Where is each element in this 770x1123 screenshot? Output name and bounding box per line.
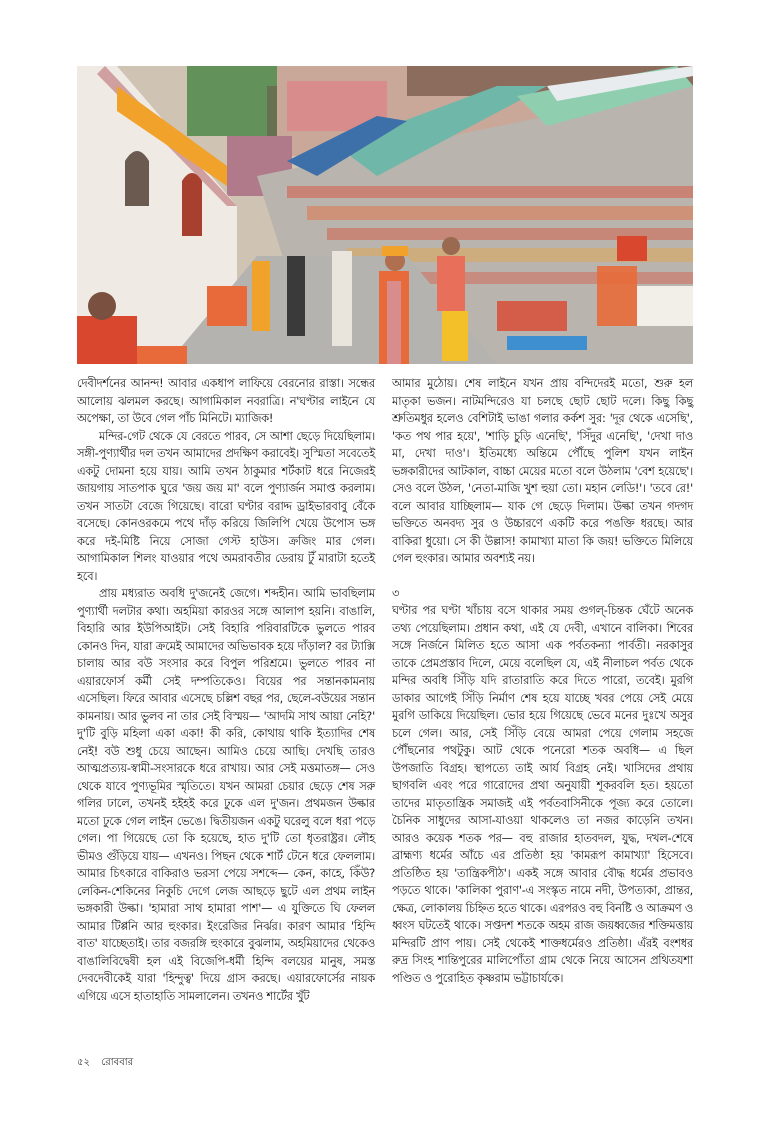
page-number: ৫২ [77, 1057, 90, 1068]
page-footer [77, 1055, 141, 1072]
article-column-right [392, 375, 693, 987]
section-number: ৩ [392, 586, 400, 600]
article-paragraph: ঘণ্টার পর ঘণ্টা খাঁচায় বসে থাকার সময় গুগল্-চিন্তক ঘেঁটে অনেক তথ্য পেয়েছিলাম। প্রধান কথা, এই যে দেবী, এখানে বালিকা। শিবের সঙ্গে নির্জনে মিলিত হতে আসা এক পর্বতকন্যা পার্বতী। নরকাসুর তাকে প্রেমপ্রস্তাব দিলে, মেয়ে বলেছিল যে, এই নীলাচল পর্বত থেকে মন্দির অবধি সিঁড়ি যদি রাতারাতি করে দিতে পারো, তবেই। মুরগি ডাকার আগেই সিঁড়ি নির্মাণ শেষ হয়ে যাচ্ছে খবর পেয়ে সেই মেয়ে মুরগি ডাকিয়ে দিয়েছিল। ভোর হয়ে গিয়েছে ভেবে মনের দুঃখে অসুর চলে গেল। আর, সেই সিঁড়ি বেয়ে আমরা পেয়ে গেলাম সহজে পৌঁছনোর পথটুকু। আট থেকে পনেরো শতক অবধি— এ ছিল উপজাতি বিগ্রহ। স্থাপত্যে তাই আর্য বিগ্রহ নেই। খাসিদের প্রথায় ছাগবলি এবং পরে গারোদের প্রথা অনুযায়ী শূকরবলি হত। হয়তো তাদের মাতৃতান্ত্রিক সমাজই এই পর্বতবাসিনীকে পূজ্য করে তোলে। চৈনিক সাধুদের আসা-যাওয়া থাকলেও তা নজর কাড়েনি তখন। আরও কয়েক শতক পর— বহু রাজার হাতবদল, যুদ্ধ, দখল-শেষে ব্রাহ্মণ্য ধর্মের আঁচে এর প্রতিষ্ঠা হয় 'কামরূপ কামাখ্যা' হিসেবে। প্রতিষ্ঠিত হয় 'তান্ত্রিকপীঠ'। একই সঙ্গে আবার বৌদ্ধ ধর্মের প্রভাবও পড়তে থাকে। 'কালিকা পুরাণ'-এ সংস্কৃত নামে নদী, উপত্যকা, প্রান্তর, ক্ষেত্র, লোকালয় চিহ্নিত হতে থাকে। এরপরও বহু বিনষ্টি ও আক্রমণ ও ধ্বংস ঘটতেই থাকে। সপ্তদশ শতকে অহম রাজ জয়ধ্বজের শক্তিমত্তায় মন্দিরটি প্রাণ পায়। সেই থেকেই শাক্তধর্মেরও প্রতিষ্ঠা। এঁরই বংশধর রুদ্র সিংহ শান্তিপুরের মালিপোঁতা গ্রাম থেকে নিয়ে আসেন প্রথিতযশা পণ্ডিত ও পুরোহিত কৃষ্ণরাম ভট্টাচার্যকে। [392, 604, 693, 985]
publication-name: রোববার [101, 1057, 134, 1068]
article-paragraph: মন্দির-গেট থেকে যে বেরতে পারব, সে আশা ছেড়ে দিয়েছিলাম। সঙ্গী-পুণ্যার্থীর দল তখন আমাদের প্রদক্ষিণ করাবেই। সুস্মিতা সবেতেই একটু দোমনা হয়ে যায়। আমি তখন ঠাকুমার শর্টকাট ধরে নিজেরই জায়গায় সাতপাক ঘুরে 'জয় জয় মা' বলে পুণ্যার্জন সমাপ্ত করলাম। তখন সাতটা বেজে গিয়েছে। বারো ঘণ্টার বরাদ্দ ড্রাইভারবাবু বেঁকে বসেছে। কোনওরকমে পথে দাঁড় করিয়ে জিলিপি খেয়ে উপোস ভঙ্গ করে দই-মিষ্টি নিয়ে সোজা গেস্ট হাউস। ক্রজিং মার গেল। আগামিকাল শিলং যাওয়ার পথে অমরাবতীর ডেরায় টুঁ মারাটা হতেই হবে। [77, 429, 375, 583]
temple-crowd-illustration [77, 66, 693, 364]
article-photo [77, 66, 693, 364]
article-paragraph: প্রায় মধ্যরাত অবধি দু'জনেই জেগে। শব্দহীন। আমি ভাবছিলাম পুণ্যার্থী দলটার কথা। অহমিয়া কারওর সঙ্গে আলাপ হয়নি। বাঙালি, বিহারি আর ইউপিআইট। সেই বিহারি পরিবারটিকে ভুলতে পারব কোনও দিন, যারা ক্রমেই আমাদের অভিভাবক হয়ে দাঁড়াল? বর ট্যাক্সি চালায় আর বউ সংসার করে বিপুল পরিশ্রমে। ভুলতে পারব না এয়ারফোর্স কর্মী সেই দম্পতিকেও। বিয়ের পর সন্তানকামনায় এসেছিল। ফিরে আবার এসেছে চল্লিশ বছর পর, ছেলে-বউয়ের সন্তান কামনায়। আর ভুলব না তার সেই বিস্ময়— 'আদমি সাথ আয়া নেহি?' দু'টি বুড়ি মহিলা একা একা! কী করি, কোথায় থাকি ইত্যাদির শেষ নেই! বউ শুধু চেয়ে আছেন। আমিও চেয়ে আছি। দেখছি তারও আত্মপ্রত্যয়-স্বামী-সংসারকে ধরে রাখায়। আর সেই মত্তমাতঙ্গ— সেও থেকে যাবে পুণ্যভূমির স্মৃতিতে। যখন আমরা চেয়ার ছেড়ে শেষ সরু গলির ঢালে, তখনই হইহই করে ঢুকে এল দু'জন। প্রথমজন উল্কার মতো ঢুকে গেল লাইন ভেঙে। দ্বিতীয়জন একটু ঘরেলু বলে ধরা পড়ে গেল। পা গিয়েছে তো কি হয়েছে, হাত দু'টি তো ধৃতরাষ্ট্রর। লৌহ ভীমও গুঁড়িয়ে যায়— এখনও। পিছন থেকে শার্ট টেনে ধরে ফেললাম। আমার চিৎকারে বাকিরাও ভরসা পেয়ে সশব্দে— কেন, কাহে, কিঁউ? লেকিন-শেকিনের নিকুচি দেগে লেজ আছড়ে ছুটে এল প্রথম লাইন ভঙ্গকারী উল্কা। 'হামারা সাথ হামারা পাশ'— এ যুক্তিতে ঘি ফেলল আমার টিপ্পনি আর হুংকার। ইংরেজির নির্ঝর। কারণ আমার 'হিন্দি বাত' যাচ্ছেতাই। তার বজরঙ্গি হুংকারে বুঝলাম, অহমিয়াদের থেকেও বাঙালিবিদ্বেষী হল এই বিজেপি-ধর্মী হিন্দি বলয়ের মানুষ, সমস্ত দেবদেবীকেই যারা 'হিন্দুত্ব' দিয়ে গ্রাস করছে। এয়ারফোর্সের নায়ক এগিয়ে এসে হাতাহাতি সামলালেন। তখনও শার্টের খুঁট [77, 587, 375, 1003]
article-paragraph: দেবীদর্শনের আনন্দ! আবার একধাপ লাফিয়ে বেরনোর রাস্তা। সন্ধের আলোয় ঝলমল করছে। আগামিকাল নবরাত্রি। ন'ঘণ্টার লাইনে যে অপেক্ষা, তা উবে গেল পাঁচ মিনিটে। ম্যাজিক! [77, 377, 375, 425]
article-column-left [77, 375, 375, 1005]
article-paragraph: আমার মুঠোয়। শেষ লাইনে যখন প্রায় বন্দিদেরই মতো, শুরু হল মাতৃকা ভজন। নাটমন্দিরেও যা চলছে ছোট ছোট দলে। কিছু কিছু শ্রুতিমধুর হলেও বেশিটাই ভাঙা গলার কর্কশ সুর: 'দূর থেকে এসেছি', 'কত পথ পার হয়ে', 'শাড়ি চুড়ি এনেছি', 'সিঁদুর এনেছি', 'দেখা দাও মা, দেখা দাও'। ইতিমধ্যে অন্তিমে পৌঁছে পুলিশ যখন লাইন ভঙ্গকারীদের আটকাল, বাচ্চা মেয়ের মতো বলে উঠলাম 'বেশ হয়েছে'। সেও বলে উঠল, 'নেতা-মাজি খুশ হুয়া তো। মহান লেডি!'। 'তবে রে!' বলে আবার যাচ্ছিলাম— যাক গে ছেড়ে দিলাম। উল্কা তখন গদগদ ভক্তিতে অনবদ্য সুর ও উচ্চারণে একটি করে পঙক্তি ধরছে। আর বাকিরা ধুয়ো। সে কী উল্লাস! কামাখ্যা মাতা কি জয়! ভক্তিতে মিলিয়ে গেল হুংকার। আমার অবশ্যই নয়। [392, 377, 693, 565]
